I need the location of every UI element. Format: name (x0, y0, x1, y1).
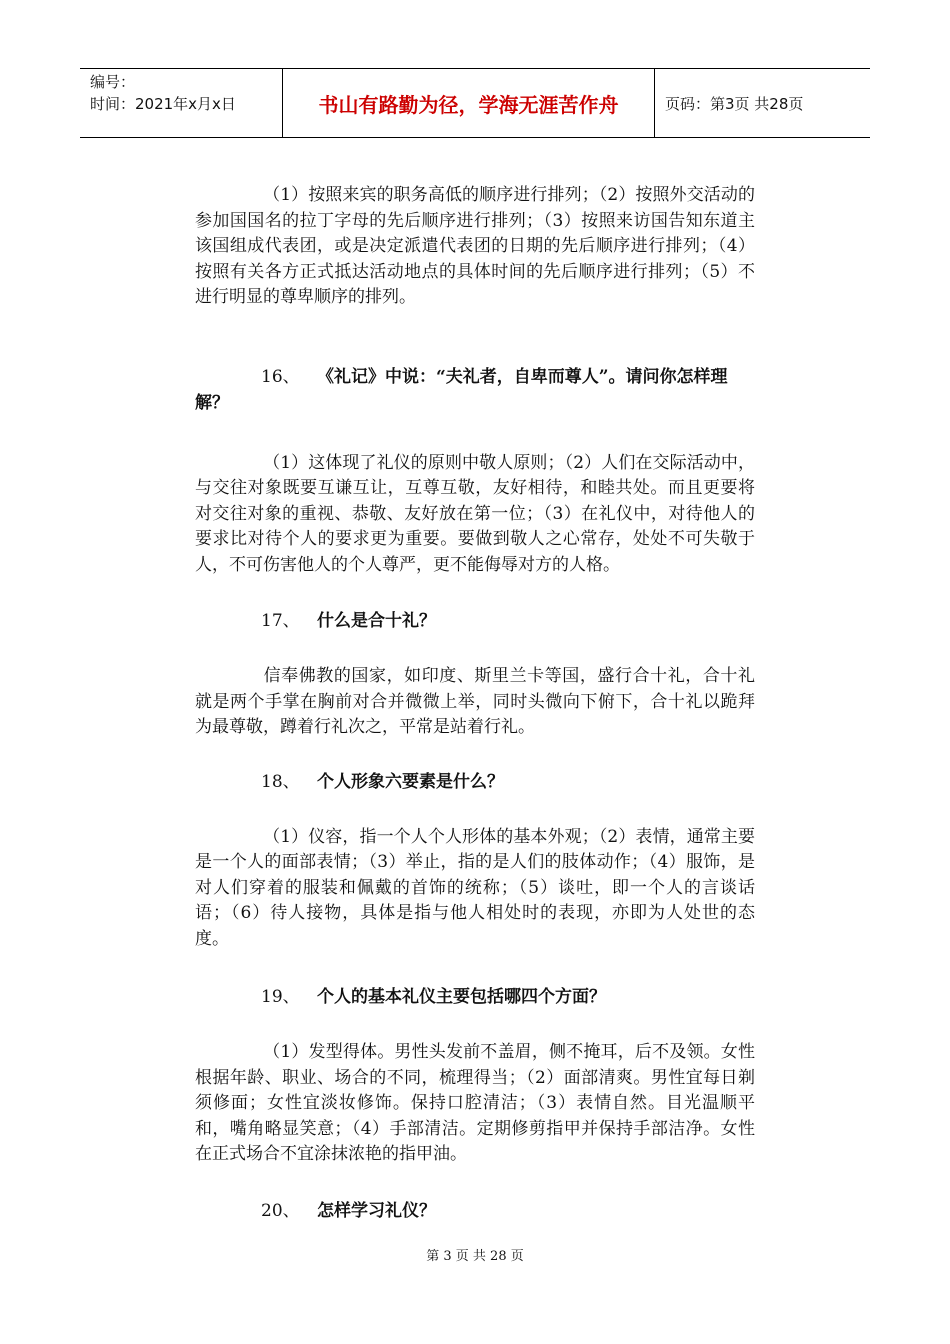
header-meta (80, 69, 282, 137)
question-text: 什么是合十礼？ (317, 611, 436, 631)
header-page-info: 页码：第3页 共28页 (665, 94, 804, 113)
code-label: 编号： (90, 73, 136, 91)
answer-paragraph (195, 183, 755, 311)
question-number: 20、 (261, 1200, 300, 1221)
paragraph-text: （1）这体现了礼仪的原则中敬人原则；（2）人们在交际活动中，与交往对象既要互谦互让，互尊互敬，友好相待，和睦共处。而且更要将对交往对象的重视、恭敬、友好放在第一位；（3）在礼仪中，对待他人的要求比对待个人的要求更为重要。要做到敬人之心常存，处处不可失敬于人，不可伤害他人的个人尊严，更不能侮辱对方的人格。 (195, 452, 755, 575)
question-heading (195, 984, 755, 1010)
document-body (195, 183, 755, 1224)
question-text: 《礼记》中说：“夫礼者，自卑而尊人”。请问你怎样理解？ (195, 366, 728, 413)
question-number: 18、 (261, 771, 300, 792)
answer-paragraph (195, 825, 755, 953)
header-motto: 书山有路勤为径，学海无涯苦作舟 (282, 69, 655, 137)
page-footer: 第 3 页 共 28 页 (426, 1249, 524, 1264)
paragraph-text: （1）仪容，指一个人个人形体的基本外观；（2）表情，通常主要是一个人的面部表情；（3）举止，指的是人们的肢体动作；（4）服饰，是对人们穿着的服装和佩戴的首饰的统称；（5）谈吐，即一个人的言谈话语；（6）待人接物，具体是指与他人相处时的表现，亦即为人处世的态度。 (195, 826, 755, 949)
question-heading (195, 608, 755, 634)
question-number: 19、 (261, 987, 300, 1007)
paragraph-text: （1）发型得体。男性头发前不盖眉，侧不掩耳，后不及领。女性根据年龄、职业、场合的不同，梳理得当；（2）面部清爽。男性宜每日剃须修面；女性宜淡妆修饰。保持口腔清洁；（3）表情自然。目光温顺平和，嘴角略显笑意；（4）手部清洁。定期修剪指甲并保持手部洁净。女性在正式场合不宜涂抹浓艳的指甲油。 (195, 1042, 755, 1164)
question-text: 个人的基本礼仪主要包括哪四个方面？ (317, 987, 606, 1007)
answer-paragraph (195, 664, 755, 741)
question-heading (195, 364, 755, 416)
answer-paragraph (195, 451, 755, 579)
paragraph-text: （1）按照来宾的职务高低的顺序进行排列；（2）按照外交活动的参加国国名的拉丁字母的先后顺序进行排列；（3）按照来访国告知东道主该国组成代表团，或是决定派遣代表团的日期的先后顺序进行排列；（4）按照有关各方正式抵达活动地点的具体时间的先后顺序进行排列；（5）不进行明显的尊卑顺序的排列。 (195, 185, 755, 307)
question-number: 16、 (261, 366, 300, 387)
question-text: 个人形象六要素是什么？ (317, 771, 504, 792)
answer-paragraph (195, 1040, 755, 1168)
question-heading (195, 1198, 755, 1224)
date-label: 时间：2021年x月x日 (90, 95, 236, 113)
question-number: 17、 (261, 611, 300, 631)
page-header (80, 68, 870, 138)
question-text: 怎样学习礼仪？ (317, 1200, 436, 1221)
paragraph-text: 信奉佛教的国家，如印度、斯里兰卡等国，盛行合十礼，合十礼就是两个手掌在胸前对合并微微上举，同时头微向下俯下，合十礼以跪拜为最尊敬，蹲着行礼次之，平常是站着行礼。 (195, 666, 755, 737)
question-heading (195, 769, 755, 795)
